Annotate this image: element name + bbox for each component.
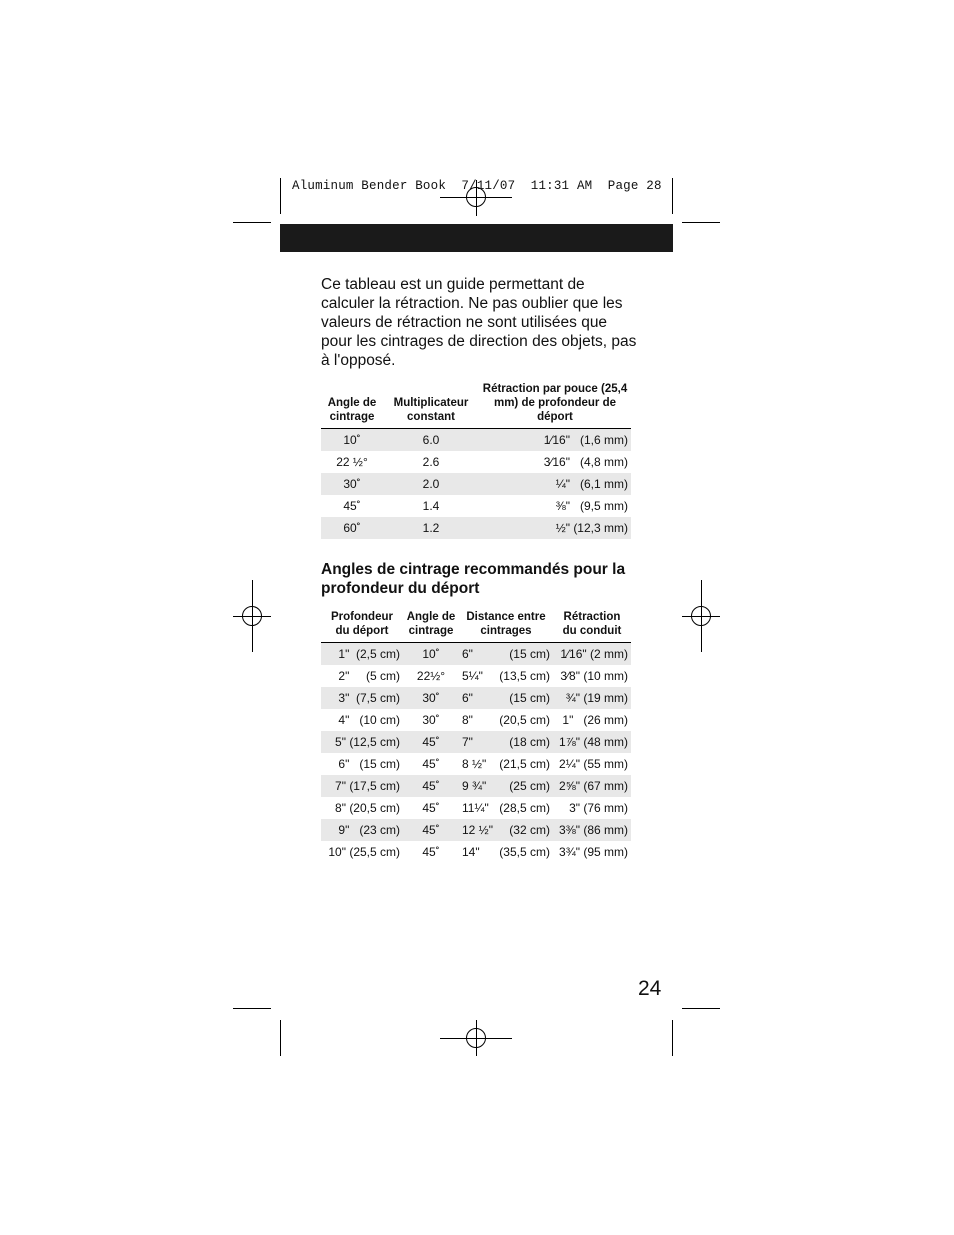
table-cell: 10˚: [403, 643, 459, 666]
table-cell: 8 ½": [462, 757, 487, 771]
table-cell: (1,6 mm): [580, 433, 628, 447]
table-cell: 12 ½": [459, 819, 496, 841]
table-row: [321, 753, 631, 775]
table-cell: (18 cm): [496, 731, 553, 753]
crop-mark: [280, 178, 281, 214]
table-row: [321, 517, 631, 539]
table-cell: (20,5 cm): [499, 713, 550, 727]
table-cell: (28,5 cm): [499, 801, 550, 815]
table-cell: 5¼": [462, 669, 483, 683]
table-cell: 10˚: [321, 429, 383, 452]
table-cell: (25 cm): [496, 775, 553, 797]
table-cell: 1" (26 mm): [562, 713, 628, 727]
springback-table: [321, 382, 631, 539]
table-cell: 11¼": [462, 801, 489, 815]
crop-mark: [280, 1020, 281, 1056]
table-cell: 8" (20,5 cm): [335, 801, 400, 815]
table-cell: 45˚: [403, 775, 459, 797]
crop-mark: [233, 222, 271, 223]
column-header: Rétraction par pouce (25,4 mm) de profondeur de déport: [479, 382, 631, 429]
table-cell: (15 cm): [496, 687, 553, 709]
table-row: [321, 775, 631, 797]
table-cell: 45˚: [422, 757, 440, 771]
offset-table: [321, 610, 631, 863]
table-cell: 3¾" (95 mm): [559, 845, 628, 859]
table-cell: 30˚: [321, 473, 383, 495]
table-cell: 10" (25,5 cm): [328, 845, 400, 859]
table-cell: 3" (76 mm): [569, 801, 628, 815]
table-row: [321, 797, 631, 819]
table-cell: 1⅞" (48 mm): [553, 731, 631, 753]
table-cell: 1" (2,5 cm): [321, 643, 403, 666]
table-row: [321, 473, 631, 495]
table-row: [321, 819, 631, 841]
page-number: 24: [638, 977, 662, 1000]
table-cell: (21,5 cm): [499, 757, 550, 771]
column-header: Rétraction du conduit: [553, 610, 631, 643]
table-cell: 22½°: [416, 669, 446, 683]
table-cell: 45˚: [422, 845, 440, 859]
table-cell: 6": [459, 643, 496, 666]
table-cell: (15 cm): [496, 643, 553, 666]
table-cell: 2.0: [383, 473, 479, 495]
table-row: [321, 495, 631, 517]
table-cell: 8": [462, 713, 473, 727]
table-cell: 9" (23 cm): [321, 819, 403, 841]
table-cell: 3⁄16": [543, 455, 570, 469]
table-cell: 3⁄8" (10 mm): [560, 669, 628, 683]
table-cell: 3⅜" (86 mm): [553, 819, 631, 841]
table-cell: 14": [462, 845, 480, 859]
column-header: Profondeur du déport: [321, 610, 403, 643]
table-cell: 2" (5 cm): [338, 669, 400, 683]
table-cell: 30˚: [422, 713, 440, 727]
table-row: [321, 687, 631, 709]
registration-mark-icon: [466, 1028, 486, 1048]
table-row: [321, 451, 631, 473]
table-cell: 60˚: [321, 517, 383, 539]
table-cell: 6": [459, 687, 496, 709]
table-cell: 30˚: [403, 687, 459, 709]
crop-mark: [672, 178, 673, 214]
registration-mark-icon: [691, 606, 711, 626]
table-cell: 2.6: [422, 455, 440, 469]
registration-mark-icon: [242, 606, 262, 626]
table-cell: ¼": [555, 477, 570, 491]
table-cell: (32 cm): [496, 819, 553, 841]
table-cell: 7" (17,5 cm): [321, 775, 403, 797]
table-row: [321, 665, 631, 687]
crop-mark: [682, 1008, 720, 1009]
table-cell: (13,5 cm): [499, 669, 550, 683]
table-cell: 1⁄16": [543, 433, 570, 447]
column-header: Distance entre cintrages: [459, 610, 553, 643]
table-cell: 1.4: [422, 499, 440, 513]
table-cell: (35,5 cm): [499, 845, 550, 859]
table-cell: ⅜": [555, 499, 570, 513]
column-header: Angle de cintrage: [403, 610, 459, 643]
table-cell: 7": [459, 731, 496, 753]
table-cell: (12,3 mm): [573, 521, 628, 535]
table-cell: 3" (7,5 cm): [321, 687, 403, 709]
table-row: [321, 643, 631, 666]
crop-mark: [233, 1008, 271, 1009]
table-cell: 22 ½°: [336, 455, 368, 469]
table-cell: (6,1 mm): [580, 477, 628, 491]
table-cell: 6.0: [383, 429, 479, 452]
table-row: [321, 841, 631, 863]
table-cell: 45˚: [343, 499, 361, 513]
intro-paragraph: Ce tableau est un guide permettant de calculer la rétraction. Ne pas oublier que les valeurs de rétraction ne sont utilisées que pour les cintrages de direction des objets, pas à l'opposé.: [321, 276, 637, 369]
table-cell: 45˚: [403, 819, 459, 841]
table-cell: (9,5 mm): [580, 499, 628, 513]
table-cell: 6" (15 cm): [338, 757, 400, 771]
print-slug: Aluminum Bender Book 7/11/07 11:31 AM Page 28: [292, 179, 662, 193]
section-title: Angles de cintrage recommandés pour la profondeur du déport: [321, 561, 626, 597]
table-cell: (4,8 mm): [580, 455, 628, 469]
column-header: Multiplicateur constant: [383, 382, 479, 429]
column-header: Angle de cintrage: [321, 382, 383, 429]
table-cell: 4" (10 cm): [338, 713, 400, 727]
table-cell: 45˚: [403, 731, 459, 753]
table-cell: 1⁄16" (2 mm): [553, 643, 631, 666]
table-cell: 45˚: [422, 801, 440, 815]
crop-mark: [682, 222, 720, 223]
table-cell: 5" (12,5 cm): [321, 731, 403, 753]
table-row: [321, 731, 631, 753]
table-cell: ¾" (19 mm): [553, 687, 631, 709]
table-cell: ½": [555, 521, 570, 535]
table-cell: 2¼" (55 mm): [559, 757, 628, 771]
table-cell: 2⅝" (67 mm): [553, 775, 631, 797]
header-bar: [280, 224, 673, 252]
table-cell: 1.2: [383, 517, 479, 539]
table-row: [321, 709, 631, 731]
crop-mark: [672, 1020, 673, 1056]
table-row: [321, 429, 631, 452]
table-cell: 9 ¾": [459, 775, 496, 797]
